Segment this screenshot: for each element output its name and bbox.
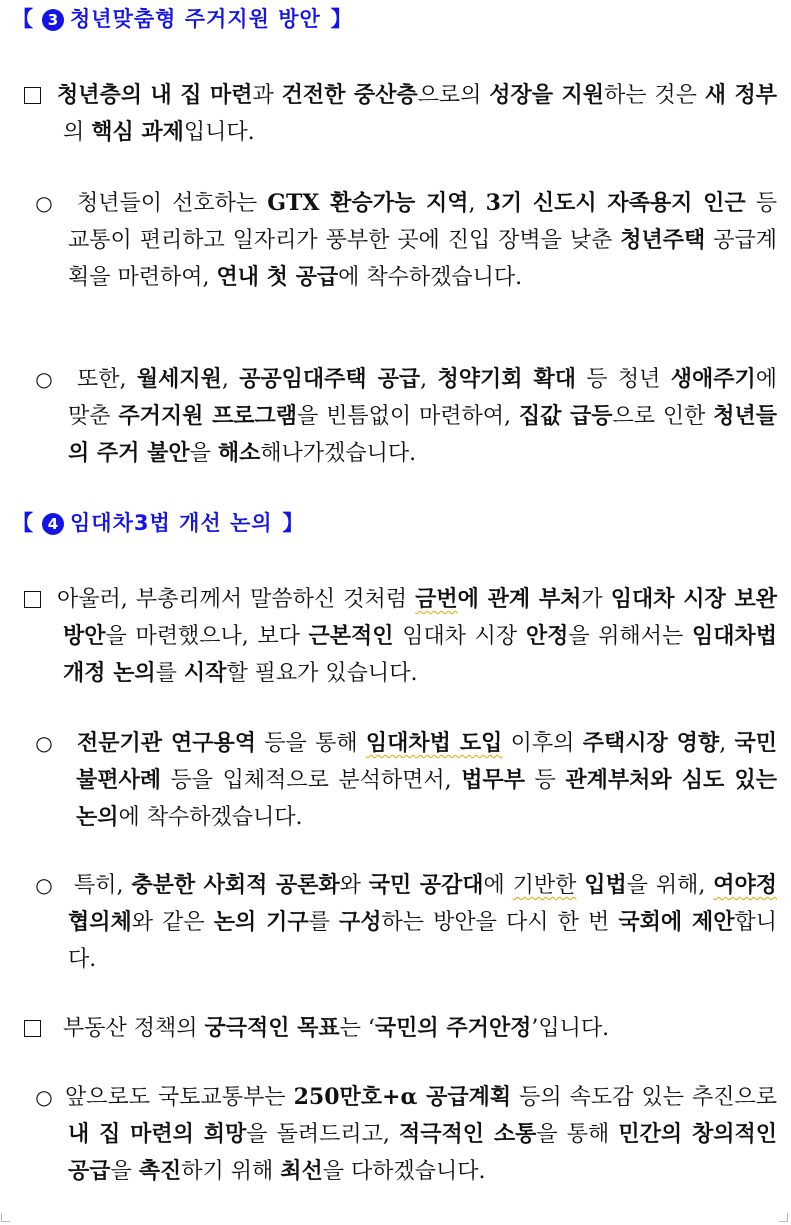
text-run: 을	[189, 441, 218, 466]
circle-bullet-icon: ○	[35, 731, 53, 755]
paragraph-text	[57, 77, 778, 151]
text-run: 입니다.	[183, 120, 255, 145]
bold-text-run: 임대차법 도입	[365, 730, 503, 756]
bold-text-run: 공공임대주택 공급	[239, 366, 421, 392]
text-run: ’입니다.	[531, 1016, 610, 1041]
text-run: 등	[524, 768, 566, 793]
text-run: 를	[155, 661, 184, 686]
bold-text-run: 임대차 시장 보완방안	[63, 586, 777, 649]
bold-text-run: 250만호+α 공급계획	[293, 1084, 512, 1110]
bold-text-run: 국회에 제안	[618, 909, 735, 935]
bold-text-run: 충분한 사회적 공론화	[131, 872, 340, 898]
text-run: 이후의	[502, 731, 583, 756]
bold-text-run: 집값 급등	[518, 403, 613, 429]
text-run: 을 빈틈없이 마련하여,	[296, 404, 519, 429]
bold-text-run: 생애주기	[670, 366, 756, 392]
bold-text-run: 성장을 지원	[489, 82, 605, 108]
text-run: 와	[339, 873, 369, 898]
text-run: 을	[110, 1159, 139, 1184]
square-bullet-icon	[24, 591, 41, 608]
circle-bullet-icon: ○	[35, 873, 53, 897]
text-run: 과	[252, 83, 282, 108]
bold-text-run: 안정	[525, 623, 569, 649]
bold-text-run: 궁극적인 목표	[204, 1015, 340, 1041]
section-title: 임대차3법 개선 논의	[70, 511, 273, 535]
bold-text-run: 임대차법 개정 논의	[63, 623, 777, 686]
text-run: 을 위해,	[626, 873, 714, 898]
text-run: 의	[63, 120, 92, 145]
text-run: 등 청년	[575, 367, 671, 392]
text-run: 합니다.	[68, 910, 777, 972]
bold-text-run: 관계부처와 심도 있는 논의	[76, 767, 777, 830]
bold-text-run: 국민의 주거안정	[374, 1015, 532, 1041]
paragraph-text	[63, 1010, 777, 1047]
text-run: 을 돌려드리고,	[246, 1122, 400, 1147]
text-run: 앞으로도 국토교통부는	[65, 1085, 294, 1110]
text-run: 할 필요가 있습니다.	[226, 661, 418, 686]
text-run: 에 착수하겠습니다.	[338, 265, 523, 290]
bold-text-run: 민간의 창의적인 공급	[68, 1121, 778, 1184]
section-title: 청년맞춤형 주거지원 방안	[70, 7, 321, 31]
text-run: ,	[468, 191, 486, 216]
bold-text-run: 촉진	[138, 1158, 182, 1184]
paragraph-text	[76, 725, 777, 836]
circle-bullet-icon: ○	[35, 367, 53, 391]
text-run: 에 맞춘	[68, 367, 777, 429]
bold-text-run: 주택시장 영향	[582, 730, 720, 756]
bold-text-run: 구성	[338, 909, 382, 935]
text-run: 등을 입체적으로 분석하면서,	[161, 768, 462, 793]
bold-text-run: 근본적인	[308, 623, 394, 649]
paragraph-text	[57, 581, 777, 692]
bold-text-run: 3기 신도시 자족용지 인근	[485, 190, 746, 216]
section-number-badge: 3	[42, 9, 64, 31]
text-run: ,	[221, 367, 240, 392]
bold-text-run: 국민 공감대	[368, 872, 484, 898]
bold-text-run: 건전한 중산층	[281, 82, 418, 108]
text-run: 기반한	[512, 873, 577, 898]
bold-text-run: 최선	[280, 1158, 323, 1184]
text-run: 으로 인한	[612, 404, 714, 429]
text-run: 을 다하겠습니다.	[322, 1159, 486, 1184]
bold-text-run: 내 집 마련의 희망	[68, 1121, 247, 1147]
bold-text-run: 입법	[584, 872, 627, 898]
paragraph-text	[68, 361, 777, 472]
circle-bullet-icon: ○	[35, 191, 53, 215]
bold-text-run: 법무부	[461, 767, 525, 793]
bold-text-run: 시작	[183, 660, 227, 686]
text-run: 임대차 시장	[393, 624, 526, 649]
square-bullet-icon	[24, 87, 41, 104]
page-corner-mark	[1, 1213, 10, 1222]
bold-text-run: 새 정부	[704, 82, 778, 108]
text-run: 등을 통해	[255, 731, 366, 756]
bold-text-run: 해소	[217, 440, 261, 466]
text-run: 특히,	[74, 873, 132, 898]
text-run: 하는 방안을 다시 한 번	[381, 910, 619, 935]
text-run: 을 마련했으나, 보다	[105, 624, 309, 649]
bold-text-run: GTX 환승가능 지역	[267, 190, 469, 216]
bold-text-run: 논의 기구	[213, 909, 309, 935]
bold-text-run: 핵심 과제	[91, 119, 184, 145]
text-run: 가	[581, 587, 611, 612]
text-run: 을 통해	[536, 1122, 619, 1147]
text-run: 는 ‘	[339, 1016, 375, 1041]
bold-text-run: 월세지원	[136, 366, 222, 392]
bold-text-run: 협의체	[68, 909, 132, 935]
text-run: 등의 속도감 있는 추진으로	[511, 1085, 777, 1110]
text-run: 하기 위해	[181, 1159, 281, 1184]
bold-text-run: 금번	[415, 586, 458, 612]
bold-text-run: 청년주택	[620, 227, 706, 253]
bold-text-run: 여야정	[713, 872, 778, 898]
paragraph-text	[68, 185, 777, 296]
bold-text-run: 청년들의 주거 불안	[68, 403, 777, 466]
text-run: 아울러, 부총리께서 말씀하신 것처럼	[57, 587, 416, 612]
text-run: 에 착수하겠습니다.	[118, 805, 303, 830]
text-run: 청년들이 선호하는	[77, 191, 268, 216]
bold-text-run: 청년층의 내 집 마련	[57, 82, 253, 108]
section-number-badge: 4	[42, 513, 64, 535]
bold-text-run: 청약기회 확대	[437, 366, 576, 392]
text-run: 에	[483, 873, 513, 898]
circle-bullet-icon: ○	[35, 1085, 53, 1109]
text-run: ,	[719, 731, 735, 756]
bold-text-run: 에 관계 부처	[457, 586, 582, 612]
text-run: 해나가겠습니다.	[260, 441, 417, 466]
text-run: 등 교통이 편리하고 일자리가 풍부한 곳에 진입 장벽을 낮춘	[68, 191, 777, 253]
text-run: 또한,	[77, 367, 137, 392]
bold-text-run: 적극적인 소통	[399, 1121, 537, 1147]
text-run: 부동산 정책의	[63, 1016, 205, 1041]
section-heading: 【 3 청년맞춤형 주거지원 방안 】	[12, 7, 353, 31]
page-corner-mark	[779, 1213, 788, 1222]
section-heading: 【 4 임대차3법 개선 논의 】	[12, 511, 305, 535]
square-bullet-icon	[24, 1020, 41, 1037]
bold-text-run: 주거지원 프로그램	[118, 403, 297, 429]
text-run: 을 위해서는	[568, 624, 692, 649]
bold-text-run: 연내 첫 공급	[216, 264, 339, 290]
text-run: 하는 것은	[604, 83, 705, 108]
paragraph-text	[68, 867, 777, 978]
text-run: 공급계획을 마련하여,	[68, 228, 778, 290]
text-run: ,	[420, 367, 438, 392]
paragraph-text	[65, 1079, 778, 1190]
text-run: 와 같은	[131, 910, 214, 935]
text-run: 를	[308, 910, 339, 935]
text-run: 으로의	[417, 83, 490, 108]
bold-text-run: 국민 불편사례	[76, 730, 777, 793]
bold-text-run: 전문기관 연구용역	[77, 730, 256, 756]
